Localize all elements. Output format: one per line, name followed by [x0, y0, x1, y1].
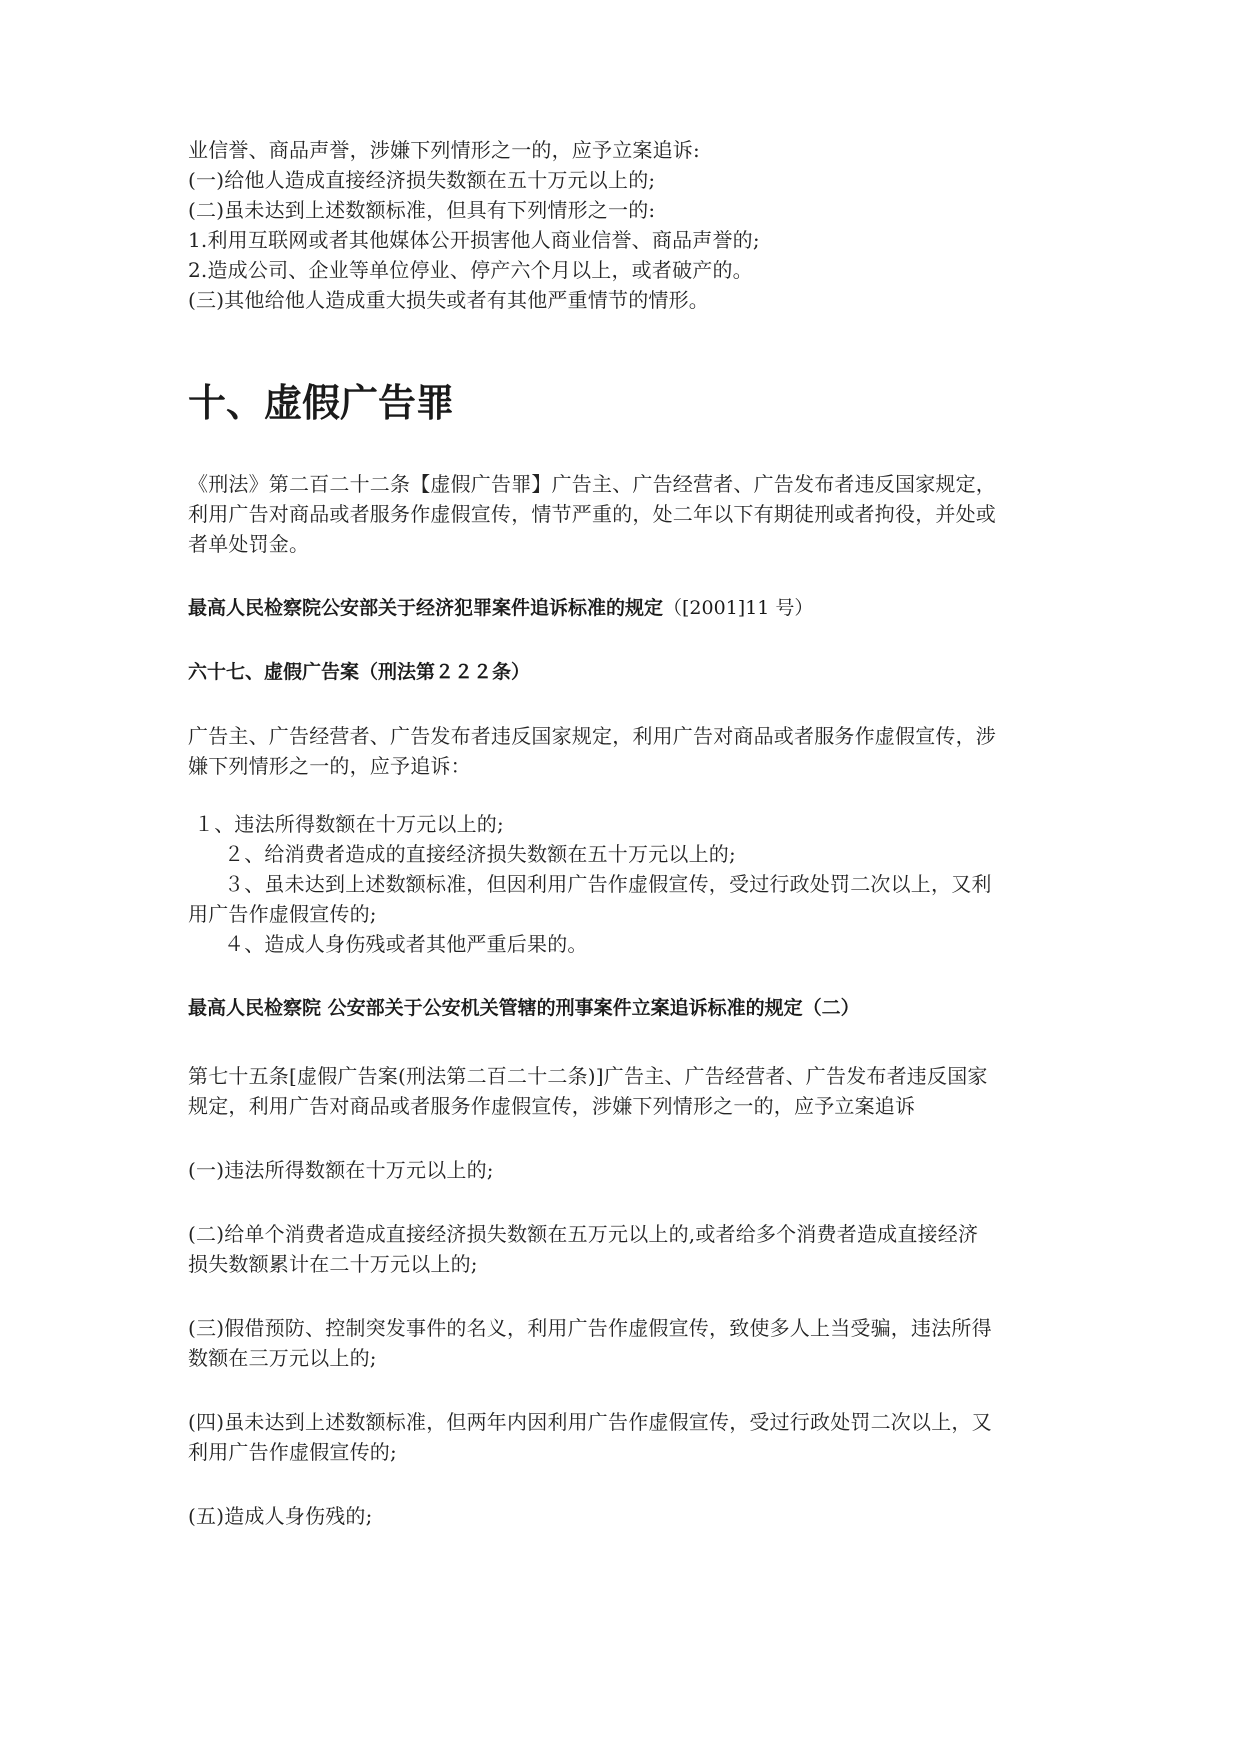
list-item: (二)给单个消费者造成直接经济损失数额在五万元以上的,或者给多个消费者造成直接经济: [188, 1222, 979, 1246]
text-line: (一)给他人造成直接经济损失数额在五十万元以上的;: [188, 168, 656, 192]
regulation-heading: 最高人民检察院 公安部关于公安机关管辖的刑事案件立案追诉标准的规定（二）: [188, 997, 860, 1019]
law-text-line: 者单处罚金。: [188, 532, 310, 556]
text-line: (三)其他给他人造成重大损失或者有其他严重情节的情形。: [188, 288, 710, 312]
list-item-continuation: 损失数额累计在二十万元以上的;: [188, 1252, 478, 1276]
text-line: 1.利用互联网或者其他媒体公开损害他人商业信誉、商品声誉的;: [188, 228, 760, 252]
article-heading: 六十七、虚假广告案（刑法第２２２条）: [188, 661, 531, 683]
list-item: (五)造成人身伤残的;: [188, 1504, 373, 1528]
text-line: 2.造成公司、企业等单位停业、停产六个月以上，或者破产的。: [188, 258, 753, 282]
list-item: (一)违法所得数额在十万元以上的;: [188, 1158, 494, 1182]
list-item: ２、给消费者造成的直接经济损失数额在五十万元以上的;: [224, 842, 736, 866]
article-intro-line: 嫌下列情形之一的，应予追诉：: [188, 754, 471, 778]
list-item-continuation: 利用广告作虚假宣传的;: [188, 1440, 397, 1464]
article-intro-line: 广告主、广告经营者、广告发布者违反国家规定，利用广告对商品或者服务作虚假宣传，涉: [188, 724, 996, 748]
regulation-title: 最高人民检察院公安部关于经济犯罪案件追诉标准的规定: [188, 597, 664, 619]
list-item: ３、虽未达到上述数额标准，但因利用广告作虚假宣传，受过行政处罚二次以上，又利: [224, 872, 992, 896]
text-line: (二)虽未达到上述数额标准，但具有下列情形之一的:: [188, 198, 656, 222]
section-heading: 十、虚假广告罪: [188, 381, 455, 425]
list-item: (四)虽未达到上述数额标准，但两年内因利用广告作虚假宣传，受过行政处罚二次以上，又: [188, 1410, 992, 1434]
list-item-continuation: 数额在三万元以上的;: [188, 1346, 377, 1370]
law-text-line: 《刑法》第二百二十二条【虚假广告罪】广告主、广告经营者、广告发布者违反国家规定，: [188, 472, 996, 496]
regulation-number: （[2001]11 号）: [663, 597, 814, 619]
law-text-line: 利用广告对商品或者服务作虚假宣传，情节严重的，处二年以下有期徒刑或者拘役，并处或: [188, 502, 996, 526]
article-intro-line: 规定，利用广告对商品或者服务作虚假宣传，涉嫌下列情形之一的，应予立案追诉: [188, 1094, 916, 1118]
list-item-continuation: 用广告作虚假宣传的;: [188, 902, 377, 926]
text-line: 业信誉、商品声誉，涉嫌下列情形之一的，应予立案追诉:: [188, 138, 700, 162]
list-item: (三)假借预防、控制突发事件的名义，利用广告作虚假宣传，致使多人上当受骗，违法所得: [188, 1316, 992, 1340]
list-item: ４、造成人身伤残或者其他严重后果的。: [224, 932, 588, 956]
list-item: １、违法所得数额在十万元以上的;: [194, 812, 504, 836]
article-intro-line: 第七十五条[虚假广告案(刑法第二百二十二条)]广告主、广告经营者、广告发布者违反国家: [188, 1064, 988, 1088]
regulation-heading: [188, 592, 813, 624]
